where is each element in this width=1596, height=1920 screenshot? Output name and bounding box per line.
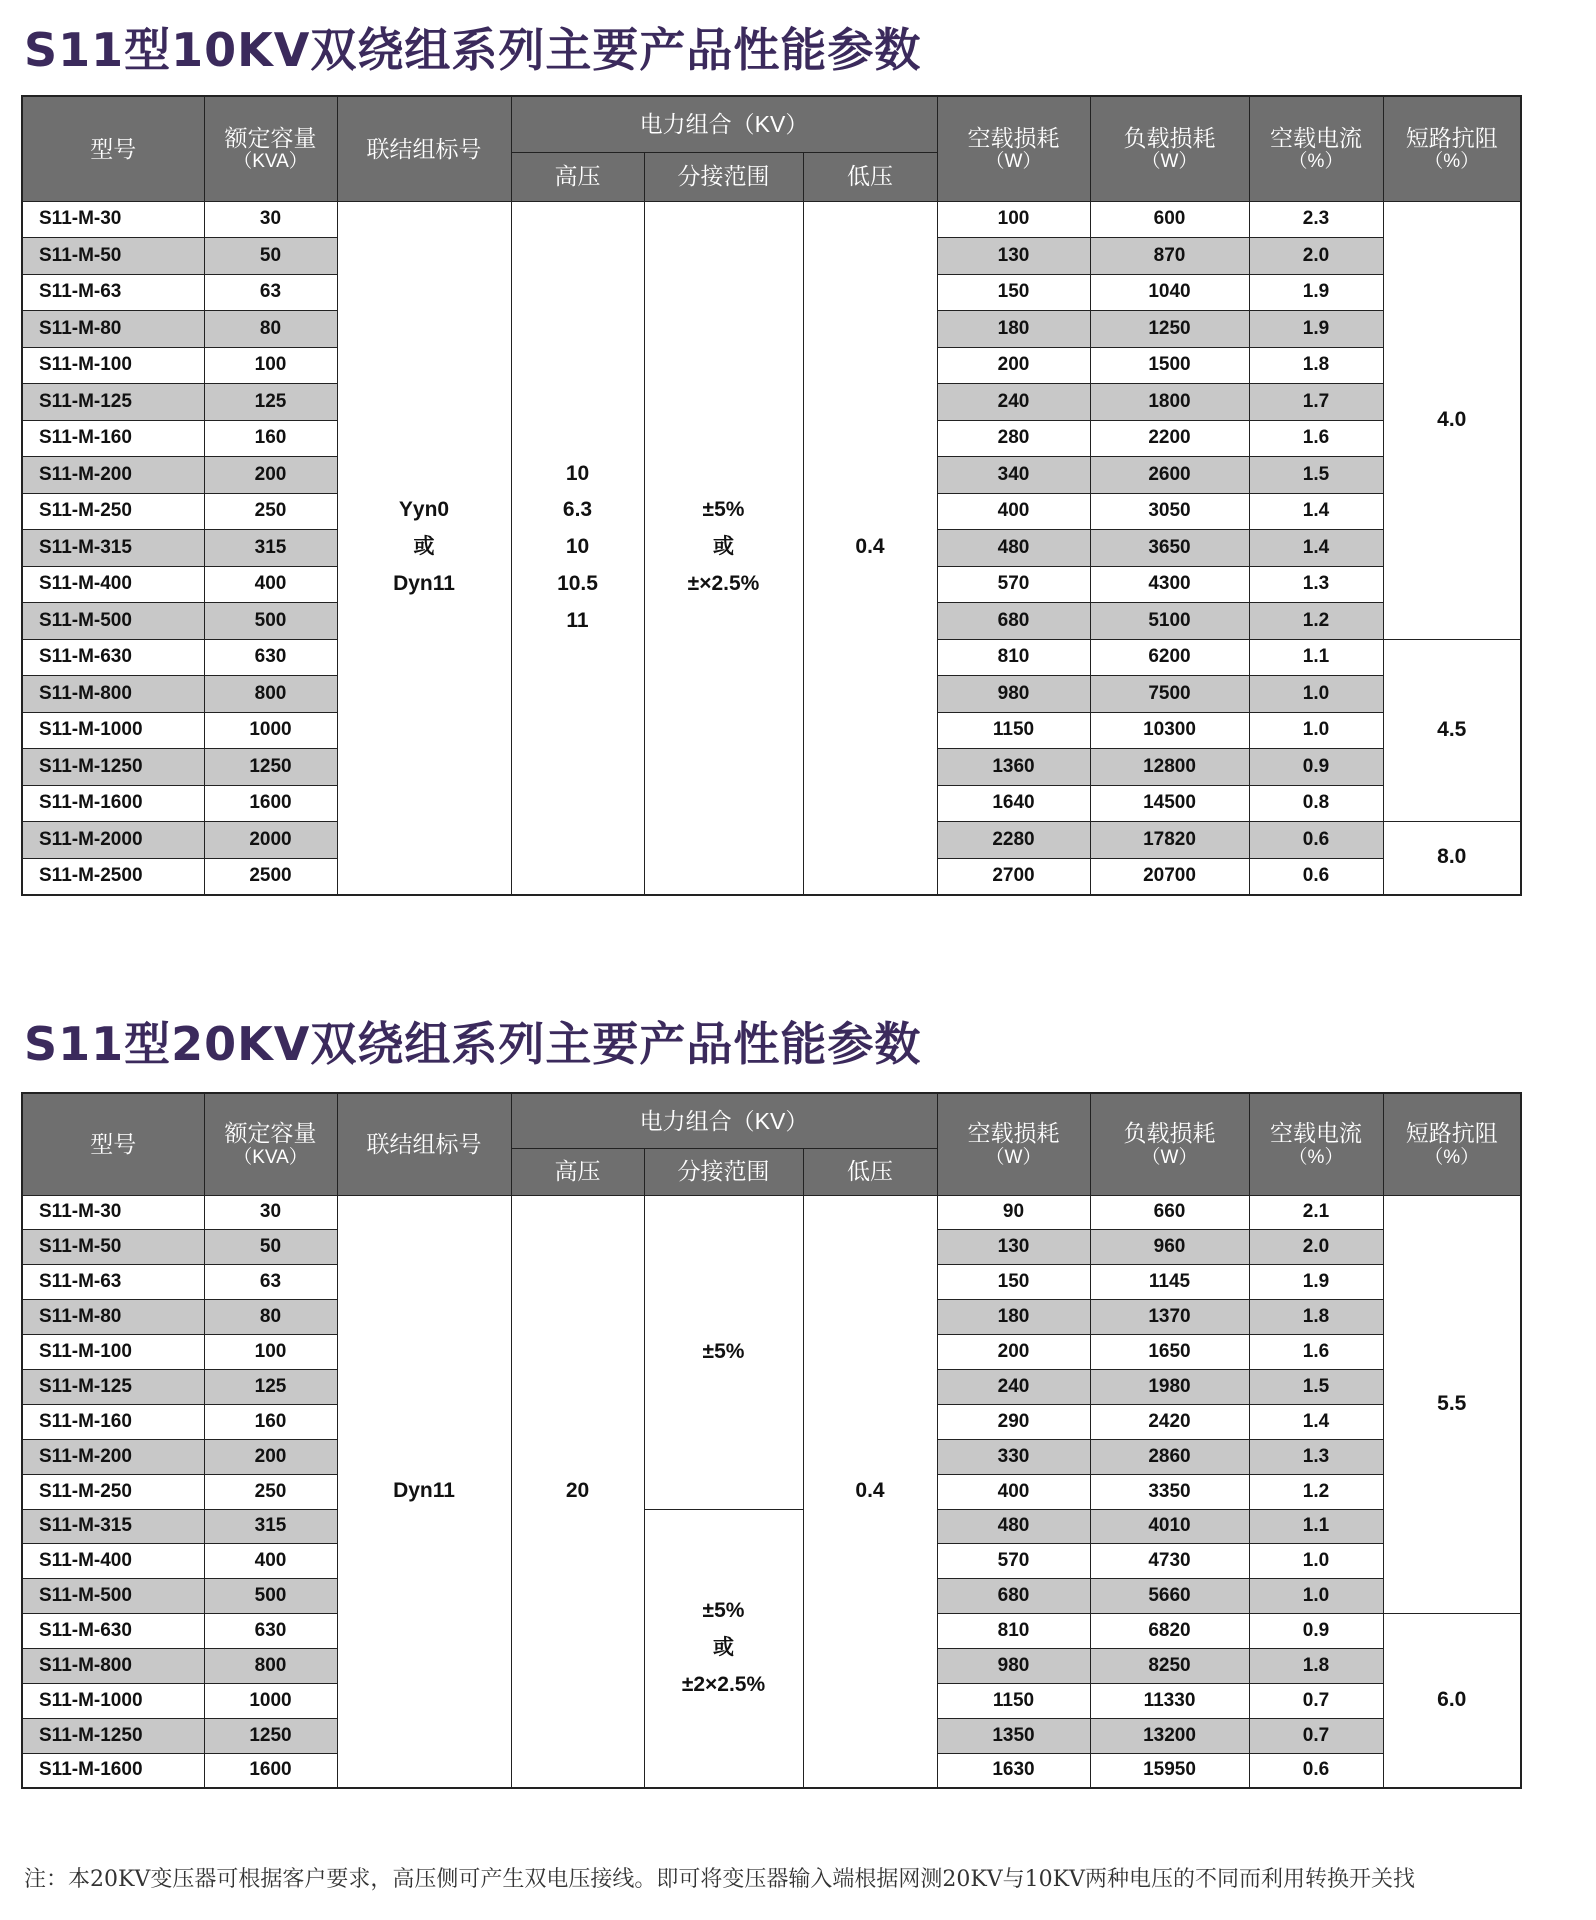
header-current xyxy=(1249,96,1383,201)
tap-range-line: ±5% xyxy=(702,498,745,522)
cell-model: S11-M-160 xyxy=(22,1404,204,1439)
cell-no-load-current: 1.8 xyxy=(1249,1649,1383,1684)
cell-load-loss: 3050 xyxy=(1090,493,1249,530)
cell-no-load-current: 1.9 xyxy=(1249,274,1383,311)
cell-no-load-loss: 570 xyxy=(937,1544,1090,1579)
cell-model: S11-M-100 xyxy=(22,1335,204,1370)
cell-no-load-current: 1.9 xyxy=(1249,1265,1383,1300)
tap-range xyxy=(644,201,803,895)
cell-capacity: 63 xyxy=(204,274,337,311)
spec-table-10kv xyxy=(21,95,1522,896)
cell-no-load-current: 0.9 xyxy=(1249,1614,1383,1649)
cell-model: S11-M-125 xyxy=(22,384,204,421)
cell-model: S11-M-400 xyxy=(22,566,204,603)
cell-load-loss: 12800 xyxy=(1090,749,1249,786)
header-hv xyxy=(511,152,644,201)
cell-capacity: 800 xyxy=(204,1649,337,1684)
cell-no-load-current: 1.5 xyxy=(1249,1369,1383,1404)
cell-capacity: 50 xyxy=(204,1230,337,1265)
tap-range-line: ±5% xyxy=(702,1339,745,1363)
cell-load-loss: 2420 xyxy=(1090,1404,1249,1439)
header-unit: （%） xyxy=(1424,1146,1480,1168)
header-model xyxy=(22,96,204,201)
cell-model: S11-M-160 xyxy=(22,420,204,457)
header-label: 短路抗阻 xyxy=(1405,1120,1498,1147)
cell-no-load-current: 0.6 xyxy=(1249,858,1383,895)
header-load xyxy=(1090,1093,1249,1195)
header-row xyxy=(22,1093,1521,1148)
cell-load-loss: 1500 xyxy=(1090,347,1249,384)
header-no-load xyxy=(937,1093,1090,1195)
cell-no-load-current: 1.0 xyxy=(1249,1544,1383,1579)
cell-no-load-loss: 980 xyxy=(937,1649,1090,1684)
cell-no-load-current: 1.8 xyxy=(1249,1300,1383,1335)
high-voltage xyxy=(511,1195,644,1788)
header-unit: （%） xyxy=(1424,151,1480,173)
header-unit: （W） xyxy=(985,1146,1042,1168)
header-connection xyxy=(337,96,511,201)
cell-no-load-current: 0.7 xyxy=(1249,1718,1383,1753)
cell-no-load-loss: 90 xyxy=(937,1195,1090,1230)
header-label: 型号 xyxy=(90,135,137,162)
cell-no-load-loss: 680 xyxy=(937,1579,1090,1614)
tap-range-line: 或 xyxy=(713,1635,734,1659)
cell-model: S11-M-125 xyxy=(22,1369,204,1404)
high-voltage-line: 20 xyxy=(565,1478,590,1502)
cell-no-load-loss: 100 xyxy=(937,201,1090,238)
low-voltage xyxy=(803,1195,937,1788)
cell-capacity: 160 xyxy=(204,1404,337,1439)
cell-load-loss: 13200 xyxy=(1090,1718,1249,1753)
header-label: 空载损耗 xyxy=(967,124,1060,151)
table-row xyxy=(22,201,1521,238)
cell-load-loss: 1145 xyxy=(1090,1265,1249,1300)
cell-load-loss: 8250 xyxy=(1090,1649,1249,1684)
connection-group xyxy=(337,201,511,895)
cell-model: S11-M-200 xyxy=(22,457,204,494)
cell-capacity: 160 xyxy=(204,420,337,457)
cell-no-load-current: 0.6 xyxy=(1249,822,1383,859)
cell-no-load-current: 1.0 xyxy=(1249,1579,1383,1614)
cell-capacity: 30 xyxy=(204,201,337,238)
cell-no-load-loss: 240 xyxy=(937,1369,1090,1404)
cell-model: S11-M-1250 xyxy=(22,749,204,786)
cell-model: S11-M-80 xyxy=(22,311,204,348)
cell-model: S11-M-1250 xyxy=(22,1718,204,1753)
table-title-20kv: S11型20KV双绕组系列主要产品性能参数 xyxy=(24,1017,922,1071)
cell-no-load-loss: 340 xyxy=(937,457,1090,494)
cell-no-load-current: 1.0 xyxy=(1249,676,1383,713)
tap-range-line: ±2×2.5% xyxy=(681,1672,766,1696)
header-hv xyxy=(511,1148,644,1195)
header-row xyxy=(22,96,1521,152)
cell-model: S11-M-2500 xyxy=(22,858,204,895)
cell-no-load-loss: 2700 xyxy=(937,858,1090,895)
cell-capacity: 1600 xyxy=(204,785,337,822)
cell-capacity: 2500 xyxy=(204,858,337,895)
cell-model: S11-M-30 xyxy=(22,201,204,238)
cell-no-load-current: 1.4 xyxy=(1249,1404,1383,1439)
header-unit: （W） xyxy=(1141,1146,1198,1168)
cell-capacity: 630 xyxy=(204,1614,337,1649)
cell-no-load-loss: 280 xyxy=(937,420,1090,457)
header-lv xyxy=(803,152,937,201)
cell-model: S11-M-30 xyxy=(22,1195,204,1230)
low-voltage-line: 0.4 xyxy=(855,535,885,559)
header-label: 低压 xyxy=(847,163,893,190)
header-label: 电力组合（KV） xyxy=(639,1107,809,1134)
high-voltage xyxy=(511,201,644,895)
cell-capacity: 125 xyxy=(204,384,337,421)
cell-load-loss: 20700 xyxy=(1090,858,1249,895)
short-circuit-impedance: 4.5 xyxy=(1383,639,1521,822)
cell-model: S11-M-1000 xyxy=(22,1683,204,1718)
cell-load-loss: 1040 xyxy=(1090,274,1249,311)
high-voltage-line: 10 xyxy=(565,461,590,485)
header-label: 空载损耗 xyxy=(967,1120,1060,1147)
cell-capacity: 500 xyxy=(204,1579,337,1614)
cell-model: S11-M-1000 xyxy=(22,712,204,749)
cell-capacity: 63 xyxy=(204,1265,337,1300)
cell-load-loss: 2600 xyxy=(1090,457,1249,494)
cell-capacity: 400 xyxy=(204,566,337,603)
cell-capacity: 80 xyxy=(204,311,337,348)
high-voltage-line: 10.5 xyxy=(557,571,598,595)
cell-model: S11-M-630 xyxy=(22,639,204,676)
cell-model: S11-M-250 xyxy=(22,493,204,530)
cell-capacity: 50 xyxy=(204,238,337,275)
cell-load-loss: 4730 xyxy=(1090,1544,1249,1579)
cell-no-load-current: 0.8 xyxy=(1249,785,1383,822)
cell-capacity: 250 xyxy=(204,1474,337,1509)
connection-group-line: Dyn11 xyxy=(393,1478,455,1502)
cell-no-load-loss: 150 xyxy=(937,274,1090,311)
short-circuit-impedance: 6.0 xyxy=(1383,1614,1521,1788)
cell-no-load-loss: 1630 xyxy=(937,1753,1090,1788)
cell-capacity: 500 xyxy=(204,603,337,640)
cell-load-loss: 3350 xyxy=(1090,1474,1249,1509)
cell-model: S11-M-50 xyxy=(22,1230,204,1265)
cell-no-load-loss: 130 xyxy=(937,238,1090,275)
table-row xyxy=(22,1509,1521,1544)
cell-no-load-loss: 180 xyxy=(937,311,1090,348)
high-voltage-line: 6.3 xyxy=(562,498,593,522)
header-label: 分接范围 xyxy=(677,163,770,190)
cell-model: S11-M-250 xyxy=(22,1474,204,1509)
low-voltage-line: 0.4 xyxy=(855,1478,885,1502)
cell-no-load-current: 1.4 xyxy=(1249,530,1383,567)
cell-load-loss: 1800 xyxy=(1090,384,1249,421)
cell-model: S11-M-80 xyxy=(22,1300,204,1335)
cell-no-load-current: 1.9 xyxy=(1249,311,1383,348)
high-voltage-line: 10 xyxy=(565,535,590,559)
cell-model: S11-M-200 xyxy=(22,1439,204,1474)
header-tap xyxy=(644,152,803,201)
cell-no-load-loss: 480 xyxy=(937,1509,1090,1544)
cell-model: S11-M-800 xyxy=(22,1649,204,1684)
header-label: 空载电流 xyxy=(1270,1120,1362,1147)
cell-no-load-loss: 200 xyxy=(937,347,1090,384)
header-label: 高压 xyxy=(554,163,601,190)
header-impedance xyxy=(1383,96,1521,201)
cell-no-load-current: 0.6 xyxy=(1249,1753,1383,1788)
cell-no-load-current: 1.8 xyxy=(1249,347,1383,384)
cell-no-load-current: 1.2 xyxy=(1249,1474,1383,1509)
cell-no-load-loss: 570 xyxy=(937,566,1090,603)
cell-capacity: 100 xyxy=(204,1335,337,1370)
cell-capacity: 2000 xyxy=(204,822,337,859)
cell-model: S11-M-315 xyxy=(22,530,204,567)
cell-model: S11-M-315 xyxy=(22,1509,204,1544)
cell-no-load-current: 1.6 xyxy=(1249,420,1383,457)
cell-load-loss: 3650 xyxy=(1090,530,1249,567)
header-unit: （KVA） xyxy=(233,151,308,173)
connection-group xyxy=(337,1195,511,1788)
cell-no-load-current: 1.4 xyxy=(1249,493,1383,530)
header-unit: （%） xyxy=(1288,1146,1344,1168)
cell-capacity: 125 xyxy=(204,1369,337,1404)
cell-load-loss: 11330 xyxy=(1090,1683,1249,1718)
cell-no-load-loss: 980 xyxy=(937,676,1090,713)
cell-load-loss: 17820 xyxy=(1090,822,1249,859)
cell-load-loss: 10300 xyxy=(1090,712,1249,749)
low-voltage xyxy=(803,201,937,895)
cell-capacity: 250 xyxy=(204,493,337,530)
cell-no-load-loss: 1150 xyxy=(937,712,1090,749)
short-circuit-impedance: 4.0 xyxy=(1383,201,1521,639)
cell-model: S11-M-63 xyxy=(22,1265,204,1300)
cell-model: S11-M-630 xyxy=(22,1614,204,1649)
cell-model: S11-M-500 xyxy=(22,1579,204,1614)
cell-no-load-current: 1.0 xyxy=(1249,712,1383,749)
header-label: 额定容量 xyxy=(224,124,317,151)
table-title-10kv: S11型10KV双绕组系列主要产品性能参数 xyxy=(24,23,922,77)
spec-table-20kv xyxy=(21,1092,1522,1789)
header-connection xyxy=(337,1093,511,1195)
header-label: 短路抗阻 xyxy=(1405,124,1498,151)
header-label: 负载损耗 xyxy=(1123,1120,1216,1147)
header-power-group xyxy=(511,96,937,152)
cell-no-load-loss: 1360 xyxy=(937,749,1090,786)
short-circuit-impedance: 5.5 xyxy=(1383,1195,1521,1614)
cell-capacity: 400 xyxy=(204,1544,337,1579)
header-label: 联结组标号 xyxy=(366,135,482,162)
cell-no-load-current: 1.1 xyxy=(1249,639,1383,676)
cell-no-load-current: 1.7 xyxy=(1249,384,1383,421)
tap-range xyxy=(644,1509,803,1788)
cell-load-loss: 600 xyxy=(1090,201,1249,238)
cell-no-load-current: 2.0 xyxy=(1249,238,1383,275)
header-load xyxy=(1090,96,1249,201)
cell-no-load-loss: 130 xyxy=(937,1230,1090,1265)
header-capacity xyxy=(204,96,337,201)
cell-no-load-current: 1.3 xyxy=(1249,1439,1383,1474)
cell-no-load-current: 2.3 xyxy=(1249,201,1383,238)
cell-no-load-loss: 2280 xyxy=(937,822,1090,859)
cell-capacity: 315 xyxy=(204,1509,337,1544)
cell-model: S11-M-400 xyxy=(22,1544,204,1579)
cell-capacity: 1600 xyxy=(204,1753,337,1788)
cell-load-loss: 14500 xyxy=(1090,785,1249,822)
header-label: 额定容量 xyxy=(224,1120,317,1147)
tap-range-line: 或 xyxy=(713,535,734,559)
cell-no-load-loss: 1640 xyxy=(937,785,1090,822)
cell-model: S11-M-1600 xyxy=(22,1753,204,1788)
cell-capacity: 30 xyxy=(204,1195,337,1230)
cell-load-loss: 6820 xyxy=(1090,1614,1249,1649)
cell-load-loss: 5100 xyxy=(1090,603,1249,640)
header-label: 空载电流 xyxy=(1270,124,1362,151)
cell-model: S11-M-800 xyxy=(22,676,204,713)
cell-capacity: 80 xyxy=(204,1300,337,1335)
connection-group-line: 或 xyxy=(413,535,435,559)
cell-no-load-loss: 680 xyxy=(937,603,1090,640)
cell-capacity: 200 xyxy=(204,1439,337,1474)
cell-no-load-loss: 810 xyxy=(937,639,1090,676)
cell-load-loss: 5660 xyxy=(1090,1579,1249,1614)
cell-load-loss: 2200 xyxy=(1090,420,1249,457)
cell-load-loss: 4300 xyxy=(1090,566,1249,603)
header-label: 型号 xyxy=(90,1131,137,1158)
header-label: 分接范围 xyxy=(677,1158,770,1185)
cell-no-load-loss: 330 xyxy=(937,1439,1090,1474)
cell-load-loss: 870 xyxy=(1090,238,1249,275)
cell-load-loss: 15950 xyxy=(1090,1753,1249,1788)
header-unit: （W） xyxy=(985,151,1042,173)
header-label: 电力组合（KV） xyxy=(639,111,809,138)
header-power-group xyxy=(511,1093,937,1148)
cell-load-loss: 1650 xyxy=(1090,1335,1249,1370)
footnote: 注：本20KV变压器可根据客户要求，高压侧可产生双电压接线。即可将变压器输入端根据网测20KV与10KV两种电压的不同而利用转换开关找 xyxy=(24,1867,1415,1892)
header-label: 低压 xyxy=(847,1158,893,1185)
table-row xyxy=(22,1195,1521,1230)
cell-no-load-loss: 810 xyxy=(937,1614,1090,1649)
cell-model: S11-M-500 xyxy=(22,603,204,640)
header-no-load xyxy=(937,96,1090,201)
cell-model: S11-M-50 xyxy=(22,238,204,275)
cell-capacity: 1250 xyxy=(204,749,337,786)
cell-no-load-loss: 1350 xyxy=(937,1718,1090,1753)
connection-group-line: Yyn0 xyxy=(398,498,450,522)
header-impedance xyxy=(1383,1093,1521,1195)
cell-no-load-current: 1.6 xyxy=(1249,1335,1383,1370)
cell-no-load-current: 1.2 xyxy=(1249,603,1383,640)
header-current xyxy=(1249,1093,1383,1195)
tap-range-line: ±×2.5% xyxy=(687,571,760,595)
cell-capacity: 630 xyxy=(204,639,337,676)
cell-no-load-current: 2.0 xyxy=(1249,1230,1383,1265)
high-voltage-line: 11 xyxy=(566,608,589,632)
header-unit: （KVA） xyxy=(233,1146,308,1168)
cell-load-loss: 2860 xyxy=(1090,1439,1249,1474)
cell-no-load-loss: 290 xyxy=(937,1404,1090,1439)
cell-load-loss: 660 xyxy=(1090,1195,1249,1230)
cell-no-load-loss: 200 xyxy=(937,1335,1090,1370)
header-lv xyxy=(803,1148,937,1195)
cell-no-load-current: 0.7 xyxy=(1249,1683,1383,1718)
cell-no-load-current: 1.3 xyxy=(1249,566,1383,603)
cell-no-load-loss: 1150 xyxy=(937,1683,1090,1718)
cell-load-loss: 1370 xyxy=(1090,1300,1249,1335)
cell-load-loss: 7500 xyxy=(1090,676,1249,713)
cell-no-load-current: 0.9 xyxy=(1249,749,1383,786)
header-tap xyxy=(644,1148,803,1195)
cell-capacity: 200 xyxy=(204,457,337,494)
cell-load-loss: 4010 xyxy=(1090,1509,1249,1544)
header-unit: （%） xyxy=(1288,151,1344,173)
tap-range xyxy=(644,1195,803,1509)
cell-no-load-loss: 240 xyxy=(937,384,1090,421)
cell-model: S11-M-100 xyxy=(22,347,204,384)
cell-capacity: 1000 xyxy=(204,712,337,749)
cell-model: S11-M-63 xyxy=(22,274,204,311)
header-label: 高压 xyxy=(554,1158,601,1185)
header-unit: （W） xyxy=(1141,151,1198,173)
cell-load-loss: 1980 xyxy=(1090,1369,1249,1404)
cell-capacity: 1000 xyxy=(204,1683,337,1718)
cell-no-load-loss: 480 xyxy=(937,530,1090,567)
header-label: 负载损耗 xyxy=(1123,124,1216,151)
cell-capacity: 100 xyxy=(204,347,337,384)
cell-no-load-current: 2.1 xyxy=(1249,1195,1383,1230)
header-label: 联结组标号 xyxy=(366,1131,482,1158)
cell-model: S11-M-2000 xyxy=(22,822,204,859)
cell-load-loss: 6200 xyxy=(1090,639,1249,676)
cell-model: S11-M-1600 xyxy=(22,785,204,822)
cell-load-loss: 1250 xyxy=(1090,311,1249,348)
cell-no-load-loss: 400 xyxy=(937,493,1090,530)
cell-no-load-loss: 150 xyxy=(937,1265,1090,1300)
tap-range-line: ±5% xyxy=(702,1599,745,1623)
header-capacity xyxy=(204,1093,337,1195)
cell-capacity: 800 xyxy=(204,676,337,713)
cell-capacity: 1250 xyxy=(204,1718,337,1753)
short-circuit-impedance: 8.0 xyxy=(1383,822,1521,895)
cell-no-load-loss: 180 xyxy=(937,1300,1090,1335)
cell-load-loss: 960 xyxy=(1090,1230,1249,1265)
cell-capacity: 315 xyxy=(204,530,337,567)
cell-no-load-loss: 400 xyxy=(937,1474,1090,1509)
header-model xyxy=(22,1093,204,1195)
cell-no-load-current: 1.5 xyxy=(1249,457,1383,494)
connection-group-line: Dyn11 xyxy=(393,571,455,595)
cell-no-load-current: 1.1 xyxy=(1249,1509,1383,1544)
